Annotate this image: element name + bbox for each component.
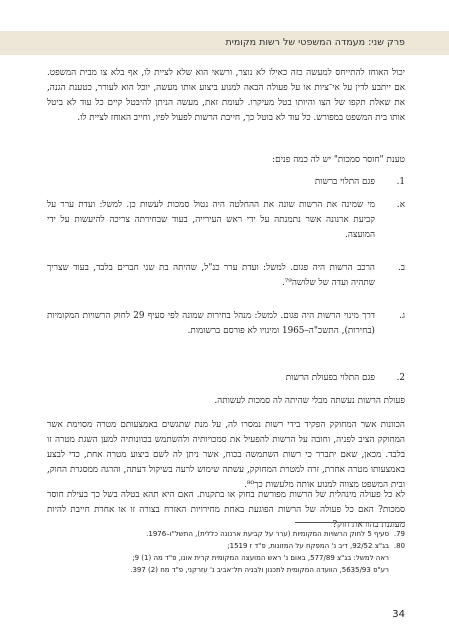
footnote <box>47 540 405 552</box>
footnote-number: 79. <box>393 530 405 538</box>
sub-item-a-letter: א. <box>396 200 405 210</box>
sub-item-b-text: הרכב הרשות היה פגום. למשל: ועדת ערר כנ"ל, שהיתה בת שני חברים בלבד, בעוד שצריך שתהיה ועדה של שלושה⁷⁹. <box>47 263 375 288</box>
claim-intro <box>47 153 405 168</box>
section-2-number: 2. <box>396 373 405 383</box>
sub-item-c-text: דרך מינוי הרשות היה פגום. למשל: מנהל בחירות שמונה לפי סעיף 29 לחוק הרשויות המקומיות (בחירות), התשכ"ה–1965 ומינויו לא פורסם ברשומות. <box>47 311 375 336</box>
intro-paragraph-text: יכול האוחז להתייחס למעשה כזה כאילו לא נוצר, ורשאי הוא שלא לציית לו, אף בלא צו מבית המשפט. אם ייתבע לדין על אי־ציות או על פעולה הבאה למנוע ביצוע אותו מעשה, יוכל הוא לעורר, כטענת הגנה, את שאלת תקפו של הצו והיותו בטל מעיקרו. לעומת זאת, מעשה הניתן להיבטל קיים כל עוד לא ביטל אותו בית המשפט במפורש. כל עוד לא בוטל כך, חייבת הרשות לפעול לפיו, וחייב האוחז לציית לו. <box>47 68 405 123</box>
sub-item-c-letter: ג. <box>399 311 405 321</box>
section-2-paragraph-text: הכוונות אשר המחוקק הפקיד בידי רשות נמסרו לה, על מנת שתגשים באמצעותם מטרה מסוימת אשר המחוקק הציב לפניה, וחובה על הרשות להפעיל את סמכויותיה ולהשתמש בכוונותיה למען השגת מטרה זו בלבד. מכאן, שאם יתברר כי רשות השתמשה בכוח, אשר ניתן לה לשם ביצוע מטרה אחת, כדי לבצע באמצעותו מטרה אחרת, זרה למטרת המחוקק, עשתה שימוש לרעה בשיקול דעתה, והרגה ממסגרת החוק, ובית המשפט מצווה למנוע אותה מלעשות כך⁸⁰. <box>47 420 405 490</box>
footnote <box>47 528 405 540</box>
closing-paragraph-text: לא כל פעולה מינהלית של הרשות מפורשת בחוק או בתקנות. האם היא תהא בטלה בשל כך בעילת חוסר סמכות? האם כל פעולה של הרשות הפוגעת באחת מחירויות האזרח בצורה זו או אחרת חייבת להיות מעוגנת בהוראת חוק? <box>47 490 405 530</box>
footnotes <box>47 528 405 576</box>
footnote-text: סעיף 5 לחוק הרשויות המקומיות (ערר על קביעת ארנונה כללית), התשל"ו–1976. <box>146 530 389 538</box>
footnote-separator <box>295 522 405 523</box>
footnote-text: ראה למשל: בג"צ 577/89, באום נ' ראש המועצה המקומית קרית אונו, פ"ד מה (1) 9; <box>132 554 389 562</box>
intro-paragraph <box>47 66 405 126</box>
footnote-number: 80. <box>393 542 405 550</box>
footnote-continuation <box>47 564 405 576</box>
footnote-text: רע"פ 5635/93, הוועדה המקומית לתכנון ולבניה תל־אביב נ' עזרקני, פ"ד מח (2) 397. <box>130 566 389 574</box>
footnote-continuation <box>47 552 405 564</box>
section-2-paragraph <box>47 418 405 493</box>
section-2-title: פגם התלוי בפעולת הרשות <box>285 373 375 383</box>
sub-item-a <box>47 198 405 243</box>
section-2-lead-text: פעולת הרשות נעשתה מבלי שהיתה לה סמכות לעשותה. <box>214 396 405 406</box>
running-header-title: פרק שני: מעמדה המשפטי של רשות מקומית <box>225 37 405 48</box>
closing-paragraph <box>47 488 405 533</box>
section-1-title: פגם התלוי ברשות <box>314 177 375 187</box>
section-1-number: 1. <box>396 177 405 187</box>
claim-intro-text: טענת "חוסר סמכות" יש לה כמה פנים: <box>272 155 405 165</box>
sub-item-b-letter: ב. <box>397 263 405 273</box>
section-2-lead <box>47 394 405 409</box>
sub-item-c <box>47 309 405 339</box>
sub-item-b <box>47 261 405 291</box>
page-number: 34 <box>392 609 405 620</box>
sub-item-a-text: מי שמינה את הרשות שונה את ההחלטה היה נטול סמכות לעשות כן. למשל: ועדת ערר על קביעת ארנונה אשר נתמנתה על ידי ראש העירייה, בעוד שבחירתה צריכה להיעשות על ידי המועצה. <box>47 200 375 240</box>
footnote-text: בג"צ 92/52, דיב נ' המפקח על המזונות, פ"ד ז 1519; <box>227 542 389 550</box>
